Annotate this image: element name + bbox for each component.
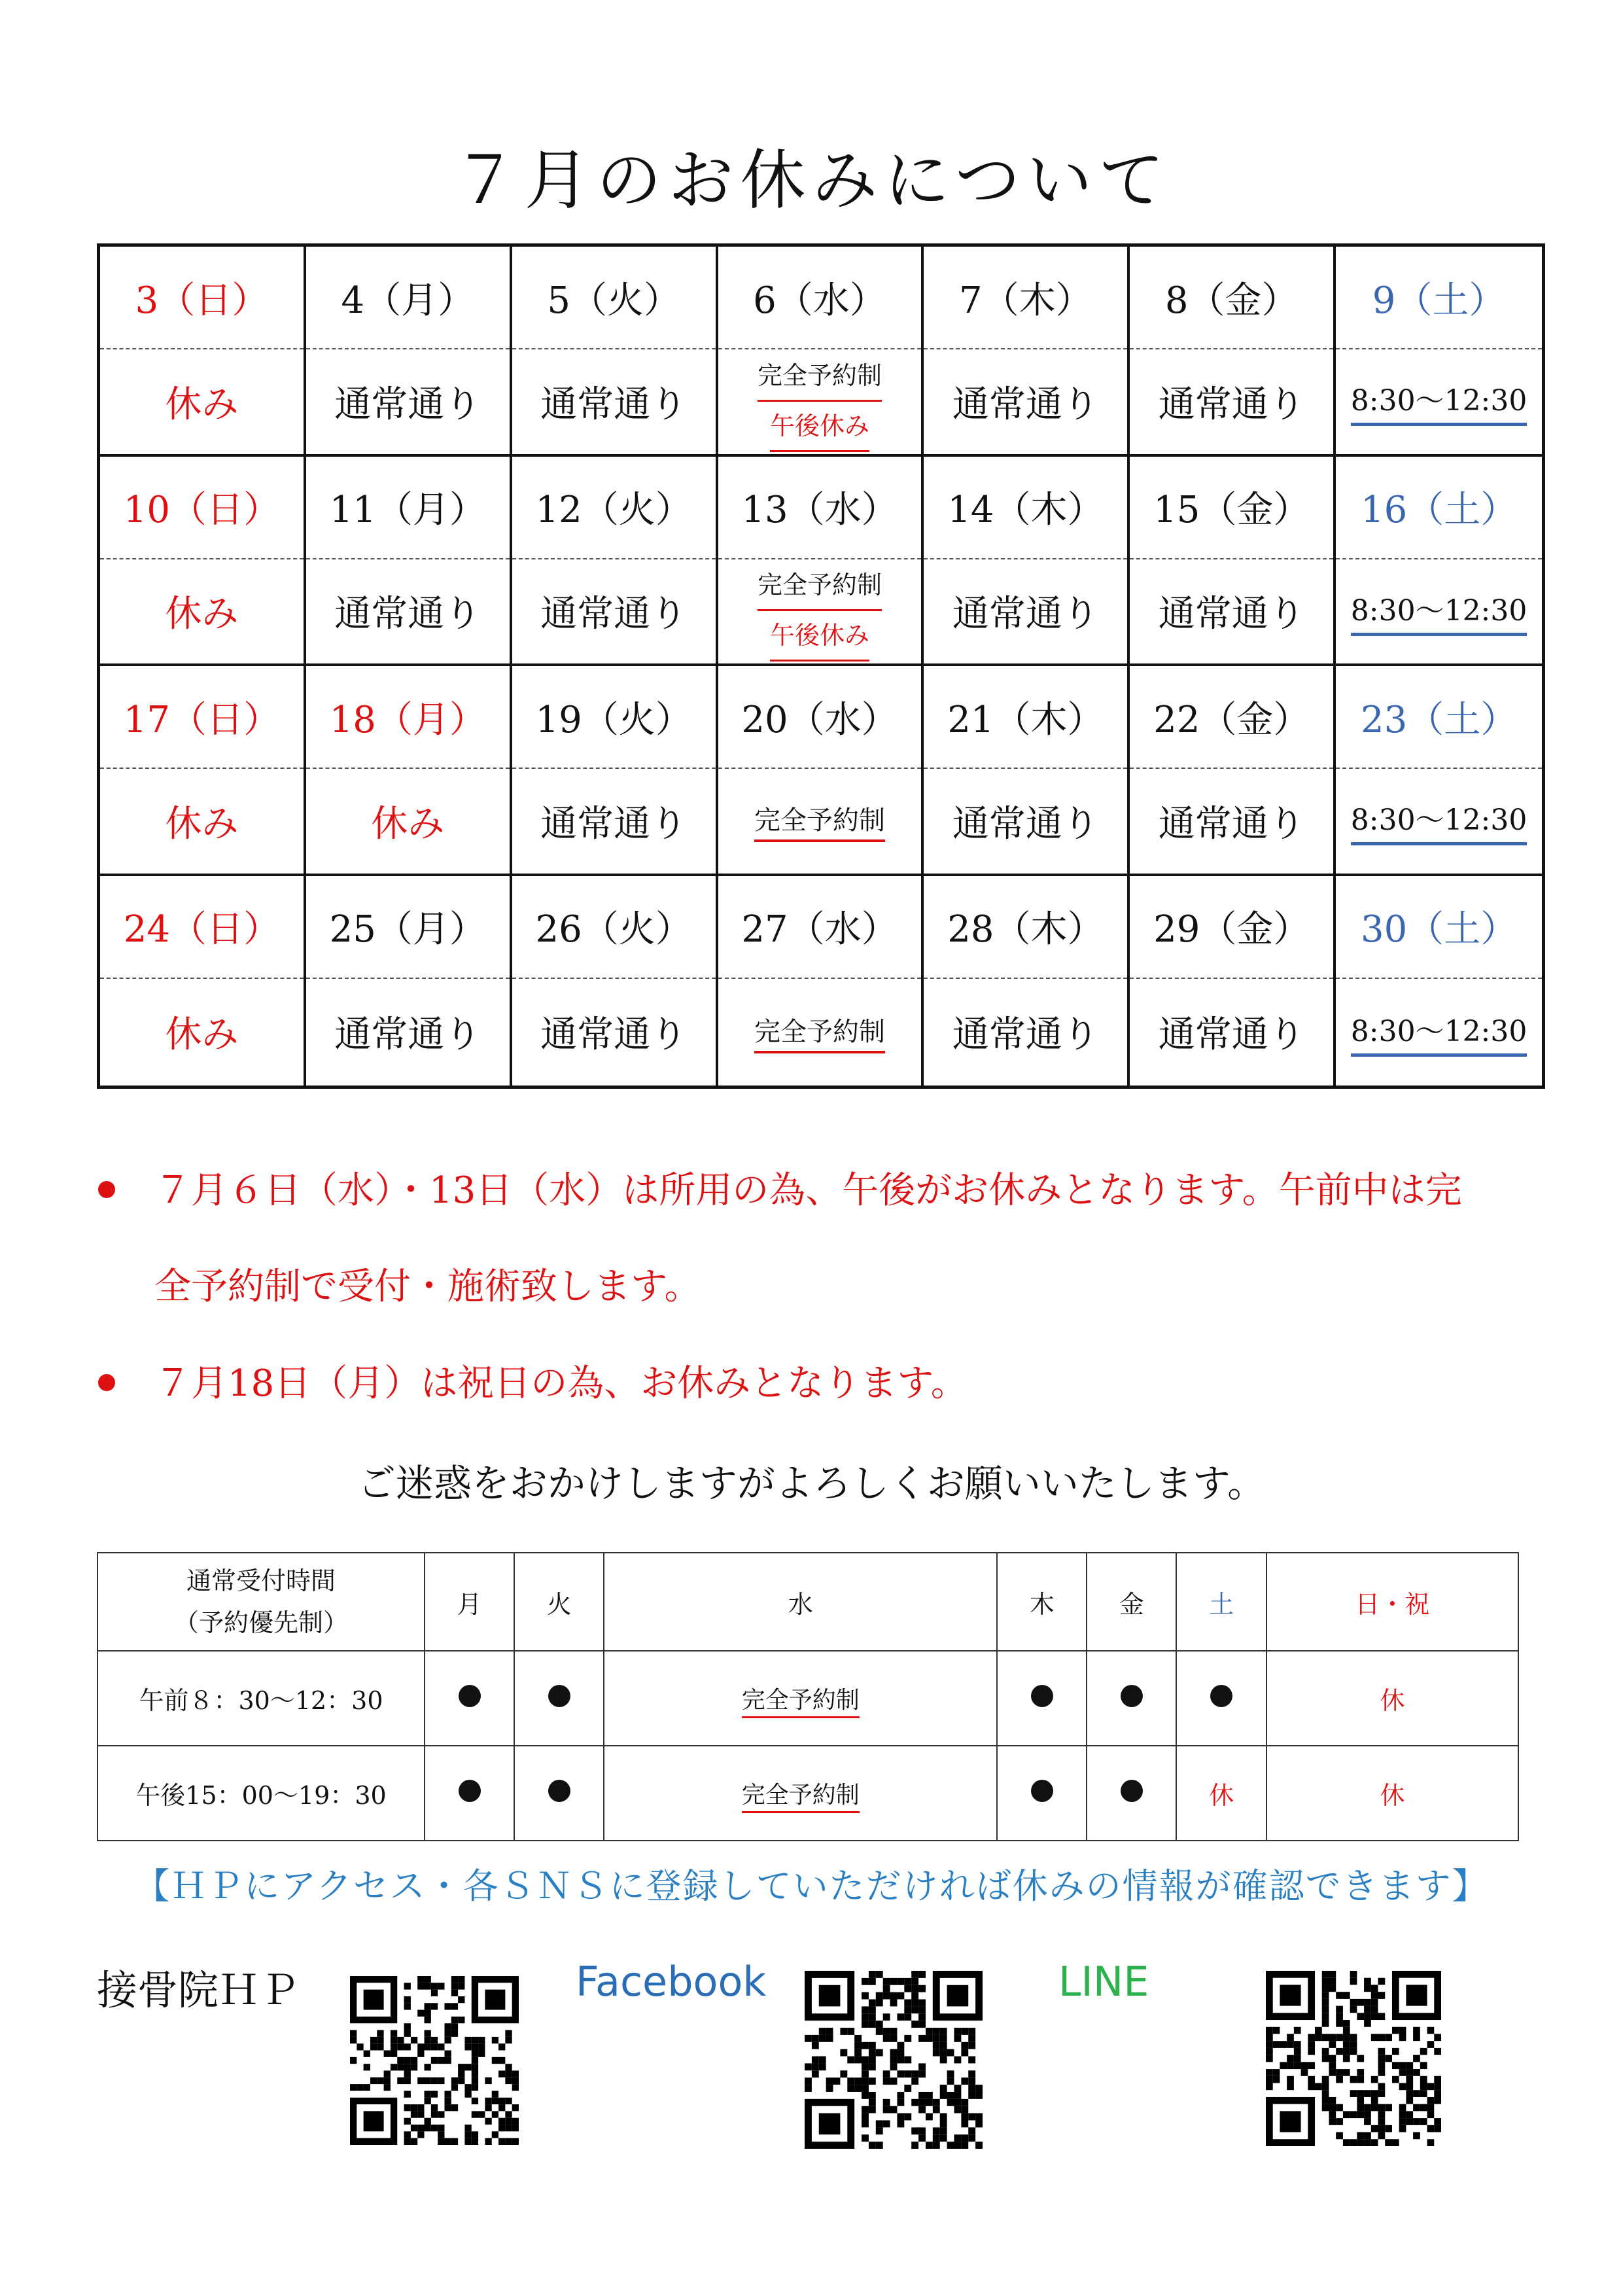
calendar-status [100,349,304,454]
normal-label: 通常通り [1158,802,1305,845]
calendar-day-cell [1130,247,1336,457]
calendar-day-cell [718,666,924,876]
calendar-date: 6（水） [718,247,922,349]
yoyaku-label: 完全予約制 [742,1687,860,1718]
note-2-text: ７月18日（月）は祝日の為、お休みとなります。 [154,1362,968,1405]
normal-label: 通常通り [1158,1014,1305,1057]
open-dot-icon [1210,1685,1232,1707]
calendar-status [512,979,716,1086]
calendar-date: 24（日） [100,876,304,979]
calendar-status [1336,559,1542,664]
normal-label: 通常通り [540,593,688,636]
yoyaku-cell [604,1746,997,1841]
calendar-status [1130,559,1333,664]
calendar-day-cell [306,247,512,457]
calendar-day-cell [1336,876,1542,1086]
open-dot-icon [1121,1780,1143,1802]
facebook-qr-code[interactable] [805,1971,983,2149]
calendar-day-cell [718,457,924,667]
calendar-status [306,349,510,454]
calendar-status [718,349,922,454]
calendar-status [306,559,510,664]
normal-label: 通常通り [540,1014,688,1057]
note-1-cont: 全予約制で受付・施術致します。 [154,1265,701,1308]
normal-label: 通常通り [1158,593,1305,636]
calendar-date: 5（火） [512,247,716,349]
closed-label: 休み [165,1014,239,1057]
open-mark [1087,1746,1176,1841]
calendar-date: 30（土） [1336,876,1542,979]
calendar-day-cell [1130,457,1336,667]
calendar-day-cell [100,457,306,667]
calendar-status [1336,349,1542,454]
calendar-date: 8（金） [1130,247,1333,349]
open-mark [997,1746,1087,1841]
normal-label: 通常通り [952,802,1099,845]
calendar-day-cell [718,876,924,1086]
afternoon-off-label: 午後休み [770,611,869,662]
calendar-status [306,979,510,1086]
calendar-day-cell [100,876,306,1086]
day-thu: 木 [997,1553,1087,1651]
calendar-date: 20（水） [718,666,922,769]
open-mark [1087,1651,1176,1746]
normal-label: 通常通り [334,593,481,636]
calendar-status [1336,979,1542,1086]
line-label: LINE [1058,1958,1149,2005]
calendar-date: 28（木） [924,876,1127,979]
calendar-date: 23（土） [1336,666,1542,769]
afternoon-off-label: 午後休み [770,402,869,452]
facebook-label: Facebook [576,1958,767,2005]
calendar-status [100,979,304,1086]
calendar-status [512,769,716,874]
calendar-day-cell [924,457,1130,667]
calendar-date: 25（月） [306,876,510,979]
hours-header [97,1553,425,1651]
day-fri: 金 [1087,1553,1176,1651]
normal-label: 通常通り [540,383,688,426]
note-1-line-1: ７月６日（水）・13日（水）は所用の為、午後がお休みとなります。午前中は完 [154,1169,1462,1212]
day-wed: 水 [604,1553,997,1651]
hours-header-line2: （予約優先制） [173,1608,348,1637]
saturday-hours-label: 8:30〜12:30 [1351,796,1527,845]
calendar-day-cell [924,247,1130,457]
bullet-icon [98,1374,115,1391]
calendar-date: 15（金） [1130,457,1333,559]
calendar-status [1336,769,1542,874]
calendar-day-cell [512,876,718,1086]
closed-label: 休み [165,383,239,426]
normal-label: 通常通り [952,593,1099,636]
open-mark [514,1746,604,1841]
calendar-day-cell [512,457,718,667]
open-mark [1176,1651,1266,1746]
afternoon-label: 午後15：00〜19：30 [97,1746,425,1841]
calendar-day-cell [512,666,718,876]
open-mark [425,1651,514,1746]
normal-label: 通常通り [952,383,1099,426]
calendar-status [512,349,716,454]
calendar-date: 11（月） [306,457,510,559]
calendar-status [100,559,304,664]
calendar-status [512,559,716,664]
calendar-day-cell [924,666,1130,876]
calendar-day-cell [512,247,718,457]
calendar-grid [97,243,1545,1089]
closed-mark: 休 [1266,1746,1518,1841]
normal-label: 通常通り [952,1014,1099,1057]
morning-label: 午前８：30〜12：30 [97,1651,425,1746]
apology-text: ご迷惑をおかけしますがよろしくお願いいたします。 [357,1461,1266,1506]
calendar-status [924,559,1127,664]
open-dot-icon [459,1685,481,1707]
calendar-status [924,349,1127,454]
hp-label: 接骨院ＨＰ [97,1966,300,2014]
open-dot-icon [1031,1780,1053,1802]
calendar-date: 10（日） [100,457,304,559]
open-dot-icon [548,1780,570,1802]
calendar-date: 14（木） [924,457,1127,559]
calendar-day-cell [1336,247,1542,457]
calendar-day-cell [306,457,512,667]
line-qr-code[interactable] [1266,1971,1441,2146]
calendar-date: 4（月） [306,247,510,349]
normal-label: 通常通り [1158,383,1305,426]
calendar-date: 18（月） [306,666,510,769]
reservation-only-label: 完全予約制 [754,1011,885,1053]
closed-mark: 休 [1266,1651,1518,1746]
calendar-status [924,769,1127,874]
open-mark [997,1651,1087,1746]
reservation-only-label: 完全予約制 [758,351,882,402]
calendar-date: 9（土） [1336,247,1542,349]
calendar-date: 27（水） [718,876,922,979]
calendar-day-cell [306,666,512,876]
calendar-date: 17（日） [100,666,304,769]
calendar-day-cell [924,876,1130,1086]
open-dot-icon [1121,1685,1143,1707]
calendar-status [718,769,922,874]
normal-label: 通常通り [540,802,688,845]
calendar-status [718,979,922,1086]
calendar-day-cell [718,247,924,457]
calendar-status [924,979,1127,1086]
access-text: 【ＨＰにアクセス・各ＳＮＳに登録していただければ休みの情報が確認できます】 [134,1865,1489,1907]
bullet-icon [98,1181,115,1198]
calendar-date: 19（火） [512,666,716,769]
calendar-date: 3（日） [100,247,304,349]
yoyaku-label: 完全予約制 [742,1782,860,1813]
day-mon: 月 [425,1553,514,1651]
calendar-day-cell [1336,666,1542,876]
calendar-day-cell [306,876,512,1086]
yoyaku-cell [604,1651,997,1746]
calendar-date: 29（金） [1130,876,1333,979]
reservation-only-label: 完全予約制 [758,561,882,611]
open-mark [425,1746,514,1841]
calendar-day-cell [1336,457,1542,667]
calendar-day-cell [1130,666,1336,876]
saturday-hours-label: 8:30〜12:30 [1351,587,1527,636]
page-title: ７月のお休みについて [452,142,1171,219]
open-dot-icon [459,1780,481,1802]
business-hours-table [97,1552,1519,1841]
open-dot-icon [1031,1685,1053,1707]
calendar-date: 7（木） [924,247,1127,349]
closed-label: 休み [165,802,239,845]
normal-label: 通常通り [334,383,481,426]
closed-label: 休み [165,593,239,636]
open-dot-icon [548,1685,570,1707]
reservation-only-label: 完全予約制 [754,800,885,842]
note-2 [98,1354,968,1407]
calendar-date: 16（土） [1336,457,1542,559]
calendar-status [306,769,510,874]
calendar-date: 22（金） [1130,666,1333,769]
calendar-status [100,769,304,874]
calendar-day-cell [100,247,306,457]
saturday-hours-label: 8:30〜12:30 [1351,1008,1527,1057]
day-sun-holiday: 日・祝 [1266,1553,1518,1651]
calendar-day-cell [100,666,306,876]
closed-label: 休み [371,802,445,845]
calendar-date: 26（火） [512,876,716,979]
calendar-day-cell [1130,876,1336,1086]
calendar-date: 13（水） [718,457,922,559]
hp-qr-code[interactable] [350,1976,519,2145]
day-sat: 土 [1176,1553,1266,1651]
open-mark [514,1651,604,1746]
calendar-date: 21（木） [924,666,1127,769]
saturday-hours-label: 8:30〜12:30 [1351,377,1527,426]
note-1 [98,1161,1462,1214]
calendar-status [1130,769,1333,874]
calendar-date: 12（火） [512,457,716,559]
closed-mark: 休 [1176,1746,1266,1841]
normal-label: 通常通り [334,1014,481,1057]
calendar-status [718,559,922,664]
calendar-status [1130,349,1333,454]
calendar-status [1130,979,1333,1086]
hours-header-line1: 通常受付時間 [186,1566,336,1595]
day-tue: 火 [514,1553,604,1651]
